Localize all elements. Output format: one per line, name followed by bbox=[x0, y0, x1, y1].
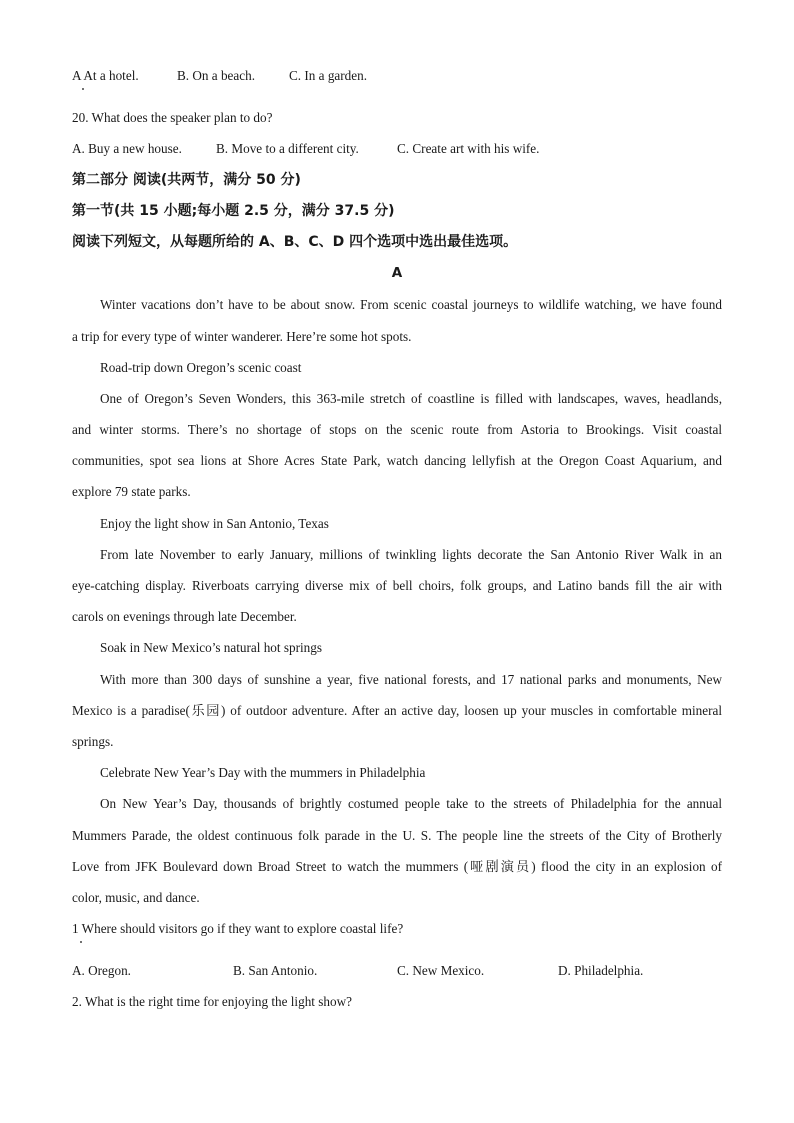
exam-page bbox=[72, 60, 722, 1018]
paragraph-oregon-line: explore 79 state parks. bbox=[72, 484, 191, 500]
paragraph-philadelphia-line: On New Year’s Day, thousands of brightly costumed people take to the streets of Philadelphia for the annual bbox=[100, 796, 722, 812]
q20-option-b: B. Move to a different city. bbox=[216, 141, 359, 157]
paragraph-new-mexico-line: springs. bbox=[72, 733, 114, 749]
q1-option-d: D. Philadelphia. bbox=[558, 963, 644, 979]
q19-option-b: B. On a beach. bbox=[177, 68, 255, 83]
passage-label: A bbox=[391, 265, 403, 282]
subheading-new-mexico: Soak in New Mexico’s natural hot springs bbox=[100, 640, 322, 656]
subheading-san-antonio: Enjoy the light show in San Antonio, Texas bbox=[100, 515, 329, 531]
paragraph-philadelphia-line: Love from JFK Boulevard down Broad Street to watch the mummers (哑剧演员) flood the city in an explosion of bbox=[72, 858, 722, 874]
q19-option-a: A At a hotel. bbox=[72, 68, 139, 83]
section-part-heading: 第二部分 阅读(共两节，满分 50 分) bbox=[72, 171, 301, 188]
q20-question: 20. What does the speaker plan to do? bbox=[72, 110, 273, 126]
paragraph-san-antonio-line: From late November to early January, millions of twinkling lights decorate the San Antonio River Walk in an bbox=[100, 546, 722, 562]
q1-question: 1 Where should visitors go if they want to explore coastal life? bbox=[72, 921, 404, 937]
section-instruction: 阅读下列短文，从每题所给的 A、B、C、D 四个选项中选出最佳选项。 bbox=[72, 233, 518, 250]
scan-speck bbox=[80, 941, 82, 943]
q20-option-a: A. Buy a new house. bbox=[72, 141, 182, 157]
q1-options bbox=[72, 955, 722, 986]
paragraph-oregon-line: and winter storms. There’s no shortage of stops on the scenic route from Astoria to Brookings. Visit coastal bbox=[72, 422, 722, 438]
passage-intro-line: Winter vacations don’t have to be about snow. From scenic coastal journeys to wildlife watching, we have found bbox=[100, 297, 722, 313]
subheading-philadelphia: Celebrate New Year’s Day with the mummers in Philadelphia bbox=[100, 765, 426, 781]
passage-intro-line: a trip for every type of winter wanderer. Here’re some hot spots. bbox=[72, 328, 412, 344]
section-subsection-heading: 第一节(共 15 小题;每小题 2.5 分，满分 37.5 分) bbox=[72, 202, 395, 219]
paragraph-san-antonio-line: eye-catching display. Riverboats carrying diverse mix of bell choirs, folk groups, and Latino bands fill the air with bbox=[72, 578, 722, 593]
paragraph-san-antonio-line: carols on evenings through late December. bbox=[72, 609, 297, 625]
q20-options bbox=[72, 133, 722, 164]
q1-option-a: A. Oregon. bbox=[72, 963, 131, 979]
q1-option-c: C. New Mexico. bbox=[397, 963, 485, 979]
q19-option-c: C. In a garden. bbox=[289, 68, 367, 83]
paragraph-new-mexico-line: Mexico is a paradise(乐园) of outdoor adventure. After an active day, loosen up your muscles in comfortable mineral bbox=[72, 702, 722, 718]
paragraph-oregon-line: communities, spot sea lions at Shore Acres State Park, watch dancing lellyfish at the Oregon Coast Aquarium, and bbox=[72, 453, 722, 469]
subheading-oregon: Road-trip down Oregon’s scenic coast bbox=[100, 359, 302, 375]
paragraph-oregon-line: One of Oregon’s Seven Wonders, this 363-mile stretch of coastline is filled with landscapes, waves, headlands, bbox=[100, 390, 722, 406]
paragraph-philadelphia-line: color, music, and dance. bbox=[72, 889, 200, 905]
paragraph-new-mexico-line: With more than 300 days of sunshine a year, five national forests, and 17 national parks and monuments, New bbox=[100, 671, 722, 687]
paragraph-philadelphia-line: Mummers Parade, the oldest continuous folk parade in the U. S. The people line the streets of the City of Brotherly bbox=[72, 827, 722, 843]
q20-option-c: C. Create art with his wife. bbox=[397, 141, 540, 157]
q2-question: 2. What is the right time for enjoying the light show? bbox=[72, 994, 352, 1010]
q19-options bbox=[72, 60, 722, 91]
scan-speck bbox=[82, 88, 84, 90]
q1-option-b: B. San Antonio. bbox=[233, 963, 318, 979]
